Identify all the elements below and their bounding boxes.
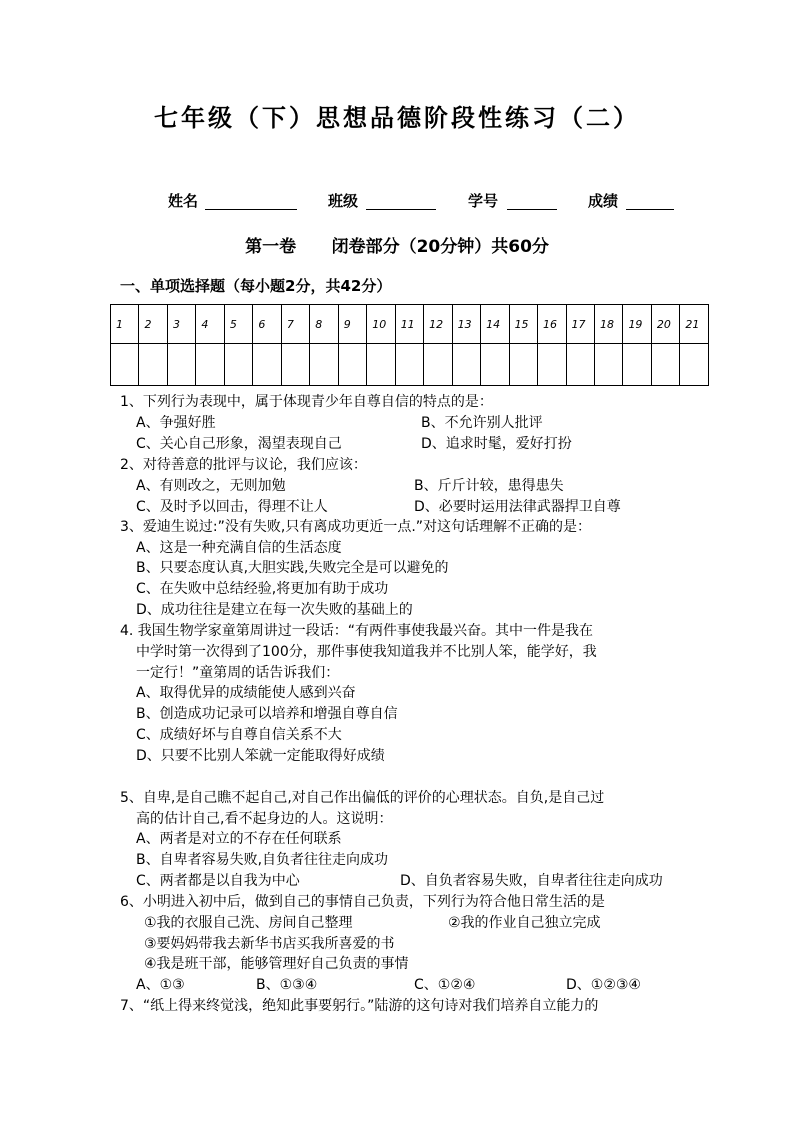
answer-cell[interactable] [111,344,139,386]
answer-number: 13 [452,305,480,344]
option: A、争强好胜 [136,415,216,431]
answer-grid [110,304,709,386]
answer-cell[interactable] [281,344,309,386]
answer-cell[interactable] [395,344,423,386]
score-field[interactable] [626,209,674,210]
answer-cell[interactable] [452,344,480,386]
answer-number: 9 [338,305,366,344]
number-field[interactable] [507,209,557,210]
answer-cell[interactable] [367,344,395,386]
part-heading: 一、单项选择题（每小题2分，共42分） [120,277,392,295]
question-stem: 7、“纸上得来终觉浅，绝知此事要躬行。”陆游的这句诗对我们培养自立能力的 [120,998,599,1014]
answer-number: 3 [167,305,195,344]
question-stem: 2、对待善意的批评与议论，我们应该： [120,457,367,473]
number-label: 学号 [468,192,499,210]
statement-item: ②我的作业自己独立完成 [448,915,601,931]
answer-number: 4 [196,305,224,344]
option: D、①②③④ [566,977,641,993]
answer-cell[interactable] [424,344,452,386]
question-stem: 6、小明进入初中后，做到自己的事情自己负责，下列行为符合他日常生活的是 [120,894,605,910]
answer-cell[interactable] [651,344,679,386]
answer-number: 19 [623,305,651,344]
answer-number: 8 [310,305,338,344]
answer-cell[interactable] [196,344,224,386]
score-label: 成绩 [588,192,619,210]
answer-cell[interactable] [253,344,281,386]
answer-cell[interactable] [481,344,509,386]
answer-number: 20 [651,305,679,344]
option: D、成功往往是建立在每一次失败的基础上的 [136,602,413,618]
question-stem-line: 中学时第一次得到了100分，那件事使我知道我并不比别人笨，能学好，我 [136,644,597,660]
question-stem: 5、自卑,是自己瞧不起自己,对自己作出偏低的评价的心理状态。自负,是自己过 [120,790,605,806]
answer-cell[interactable] [224,344,252,386]
option: C、①②④ [414,977,476,993]
option: C、及时予以回击，得理不让人 [136,499,328,515]
page-title: 七年级（下）思想品德阶段性练习（二） [154,103,640,132]
answer-cell[interactable] [310,344,338,386]
option: B、斤斤计较，患得患失 [414,478,564,494]
answer-number: 16 [538,305,566,344]
answer-cell[interactable] [338,344,366,386]
answer-number: 15 [509,305,537,344]
answer-cell[interactable] [680,344,709,386]
answer-number: 12 [424,305,452,344]
name-label: 姓名 [168,192,199,210]
option: D、只要不比别人笨就一定能取得好成绩 [136,748,385,764]
option: C、关心自己形象，渴望表现自己 [136,436,342,452]
option: D、必要时运用法律武器捍卫自尊 [414,499,621,515]
question-stem: 3、爱迪生说过:”没有失败,只有离成功更近一点.”对这句话理解不正确的是： [120,519,592,535]
class-label: 班级 [328,192,359,210]
answer-cell[interactable] [594,344,622,386]
option: D、追求时髦，爱好打扮 [421,436,572,452]
option: D、自负者容易失败，自卑者往往走向成功 [400,873,663,889]
answer-number: 11 [395,305,423,344]
option: A、有则改之，无则加勉 [136,478,286,494]
answer-number: 7 [281,305,309,344]
option: A、①③ [136,977,185,993]
question-stem-line: 高的估计自己,看不起身边的人。这说明： [136,811,393,827]
answer-number: 10 [367,305,395,344]
answer-number: 6 [253,305,281,344]
section-heading: 第一卷 闭卷部分（20分钟）共60分 [245,237,549,257]
class-field[interactable] [366,209,436,210]
statement-item: ①我的衣服自己洗、房间自己整理 [144,915,353,931]
statement-item: ④我是班干部，能够管理好自己负责的事情 [144,956,409,972]
statement-item: ③要妈妈带我去新华书店买我所喜爱的书 [144,936,395,952]
option: B、自卑者容易失败,自负者往往走向成功 [136,852,389,868]
question-stem: 1、下列行为表现中，属于体现青少年自尊自信的特点的是： [120,394,493,410]
question-stem: 4. 我国生物学家童第周讲过一段话：“有两件事使我最兴奋。其中一件是我在 [120,623,594,639]
option: A、这是一种充满自信的生活态度 [136,540,342,556]
answer-number: 5 [224,305,252,344]
answer-number: 2 [139,305,167,344]
name-field[interactable] [205,209,297,210]
option: A、取得优异的成绩能使人感到兴奋 [136,685,356,701]
option: B、创造成功记录可以培养和增强自尊自信 [136,706,398,722]
answer-number: 17 [566,305,594,344]
question-stem-line: 一定行！”童第周的话告诉我们： [136,665,340,681]
option: B、只要态度认真,大胆实践,失败完全是可以避免的 [136,560,449,576]
option: B、不允许别人批评 [421,415,543,431]
answer-cell[interactable] [623,344,651,386]
answer-number: 18 [594,305,622,344]
option: B、①③④ [256,977,318,993]
answer-cell[interactable] [538,344,566,386]
answer-number: 1 [111,305,139,344]
answer-number: 14 [481,305,509,344]
option: C、两者都是以自我为中心 [136,873,300,889]
answer-cell-row [111,344,709,386]
option: C、在失败中总结经验,将更加有助于成功 [136,581,389,597]
answer-number-row [111,305,709,344]
answer-cell[interactable] [167,344,195,386]
option: C、成绩好坏与自尊自信关系不大 [136,727,342,743]
answer-cell[interactable] [566,344,594,386]
option: A、两者是对立的不存在任何联系 [136,831,342,847]
answer-cell[interactable] [139,344,167,386]
answer-number: 21 [680,305,709,344]
answer-cell[interactable] [509,344,537,386]
